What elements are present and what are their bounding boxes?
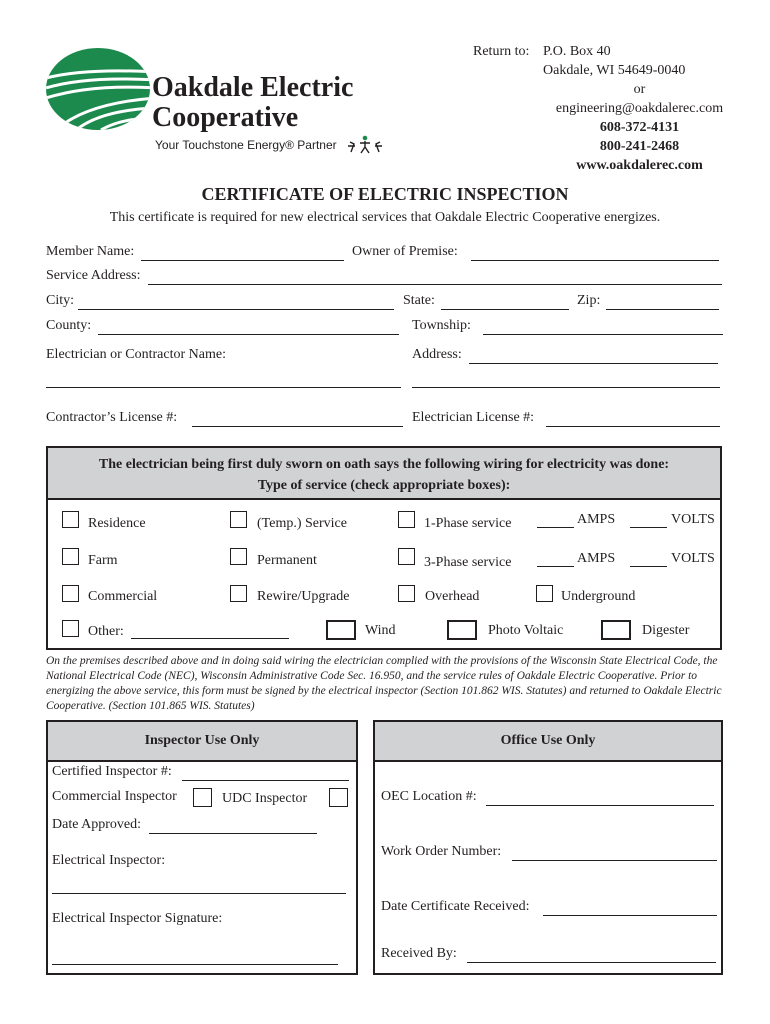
date-approved-label: Date Approved: — [52, 817, 142, 832]
return-address-line1: P.O. Box 40 — [543, 44, 611, 59]
three-phase-amps-label: AMPS — [577, 551, 616, 566]
township-label: Township: — [412, 318, 471, 333]
phone-2: 800-241-2468 — [599, 139, 680, 154]
certified-inspector-field[interactable] — [182, 780, 349, 781]
one-phase-amps-label: AMPS — [577, 512, 616, 527]
digester-label: Digester — [642, 623, 690, 638]
one-phase-volts-label: VOLTS — [671, 512, 715, 527]
township-field[interactable] — [483, 334, 723, 335]
service-type-header — [48, 448, 720, 500]
service-type-heading: Type of service (check appropriate boxes): — [257, 478, 511, 493]
contractor-license-field[interactable] — [192, 426, 403, 427]
rewire-checkbox[interactable] — [230, 585, 247, 602]
electrical-inspector-field[interactable] — [52, 893, 346, 894]
one-phase-amps-field[interactable] — [537, 527, 574, 528]
touchstone-figures-icon — [344, 134, 386, 154]
permanent-checkbox[interactable] — [230, 548, 247, 565]
member-name-label: Member Name: — [46, 244, 135, 259]
one-phase-label: 1-Phase service — [424, 516, 512, 531]
overhead-checkbox[interactable] — [398, 585, 415, 602]
address-field-1[interactable] — [469, 363, 718, 364]
return-address-line2: Oakdale, WI 54649-0040 — [543, 63, 686, 78]
three-phase-label: 3-Phase service — [424, 555, 512, 570]
owner-label: Owner of Premise: — [352, 244, 458, 259]
address-label: Address: — [412, 347, 462, 362]
inspector-box-header: Inspector Use Only — [48, 722, 356, 762]
zip-field[interactable] — [606, 309, 719, 310]
three-phase-amps-field[interactable] — [537, 566, 574, 567]
electrician-name-field[interactable] — [46, 387, 401, 388]
oec-location-field[interactable] — [486, 805, 714, 806]
underground-label: Underground — [561, 589, 636, 604]
state-label: State: — [403, 293, 435, 308]
electrician-license-label: Electrician License #: — [412, 410, 535, 425]
certified-inspector-label: Certified Inspector #: — [52, 764, 172, 779]
commercial-checkbox[interactable] — [62, 585, 79, 602]
overhead-label: Overhead — [425, 589, 480, 604]
farm-label: Farm — [88, 553, 118, 568]
farm-checkbox[interactable] — [62, 548, 79, 565]
residence-label: Residence — [88, 516, 146, 531]
logo-name-line2: Cooperative — [152, 102, 299, 133]
other-field[interactable] — [131, 638, 289, 639]
electrician-license-field[interactable] — [546, 426, 720, 427]
return-or: or — [633, 82, 646, 97]
date-received-field[interactable] — [543, 915, 717, 916]
wind-label: Wind — [365, 623, 396, 638]
address-field-2[interactable] — [412, 387, 720, 388]
return-label: Return to: — [473, 44, 530, 59]
temp-service-label: (Temp.) Service — [257, 516, 347, 531]
signature-field[interactable] — [52, 964, 338, 965]
three-phase-volts-label: VOLTS — [671, 551, 715, 566]
one-phase-checkbox[interactable] — [398, 511, 415, 528]
logo-globe-icon — [46, 48, 156, 130]
photo-voltaic-label: Photo Voltaic — [488, 623, 564, 638]
return-email: engineering@oakdalerec.com — [555, 101, 724, 116]
compliance-statement: On the premises described above and in doing said wiring the electrician complied with the provisions of the Wisconsin State Electrical Code, the National Electrical Code (NEC), Wisconsin Administrative Code Sec. 16.950, and the service rules of Oakdale Electric Cooperative. Prior to energizing the above service, this form must be signed by the electrical inspector (Section 101.862 WIS. Statutes) and returned to Oakdale Electric Cooperative. (Section 101.865 WIS. Statutes) — [46, 655, 722, 712]
three-phase-checkbox[interactable] — [398, 548, 415, 565]
logo-tagline: Your Touchstone Energy® Partner — [155, 138, 337, 152]
service-address-label: Service Address: — [46, 268, 141, 283]
other-checkbox[interactable] — [62, 620, 79, 637]
city-label: City: — [46, 293, 75, 308]
service-address-field[interactable] — [148, 284, 722, 285]
signature-label: Electrical Inspector Signature: — [52, 911, 223, 926]
date-received-label: Date Certificate Received: — [381, 899, 530, 914]
page-subtitle: This certificate is required for new electrical services that Oakdale Electric Cooperative energizes. — [109, 210, 661, 225]
county-field[interactable] — [98, 334, 399, 335]
county-label: County: — [46, 318, 92, 333]
udc-inspector-label: UDC Inspector — [222, 791, 308, 806]
received-by-field[interactable] — [467, 962, 716, 963]
sworn-statement: The electrician being first duly sworn on oath says the following wiring for electricity was done: — [98, 457, 670, 472]
city-field[interactable] — [78, 309, 394, 310]
work-order-field[interactable] — [512, 860, 717, 861]
member-name-field[interactable] — [141, 260, 344, 261]
digester-checkbox[interactable] — [601, 620, 631, 640]
commercial-inspector-label: Commercial Inspector — [52, 789, 177, 804]
owner-field[interactable] — [471, 260, 719, 261]
page-title: CERTIFICATE OF ELECTRIC INSPECTION — [201, 184, 569, 204]
electrical-inspector-label: Electrical Inspector: — [52, 853, 166, 868]
website: www.oakdalerec.com — [576, 158, 703, 173]
oec-location-label: OEC Location #: — [381, 789, 477, 804]
office-box-header: Office Use Only — [375, 722, 721, 762]
other-label: Other: — [88, 624, 124, 639]
zip-label: Zip: — [577, 293, 601, 308]
one-phase-volts-field[interactable] — [630, 527, 667, 528]
residence-checkbox[interactable] — [62, 511, 79, 528]
commercial-inspector-checkbox[interactable] — [193, 788, 212, 807]
logo-name-line1: Oakdale Electric — [152, 72, 354, 103]
photo-voltaic-checkbox[interactable] — [447, 620, 477, 640]
work-order-label: Work Order Number: — [381, 844, 502, 859]
underground-checkbox[interactable] — [536, 585, 553, 602]
received-by-label: Received By: — [381, 946, 457, 961]
temp-service-checkbox[interactable] — [230, 511, 247, 528]
wind-checkbox[interactable] — [326, 620, 356, 640]
permanent-label: Permanent — [257, 553, 317, 568]
rewire-label: Rewire/Upgrade — [257, 589, 350, 604]
phone-1: 608-372-4131 — [599, 120, 680, 135]
company-logo — [46, 48, 386, 158]
commercial-label: Commercial — [88, 589, 158, 604]
electrician-name-label: Electrician or Contractor Name: — [46, 347, 226, 362]
contractor-license-label: Contractor’s License #: — [46, 410, 178, 425]
date-approved-field[interactable] — [149, 833, 317, 834]
state-field[interactable] — [441, 309, 569, 310]
three-phase-volts-field[interactable] — [630, 566, 667, 567]
udc-inspector-checkbox[interactable] — [329, 788, 348, 807]
inspector-box — [46, 720, 358, 975]
